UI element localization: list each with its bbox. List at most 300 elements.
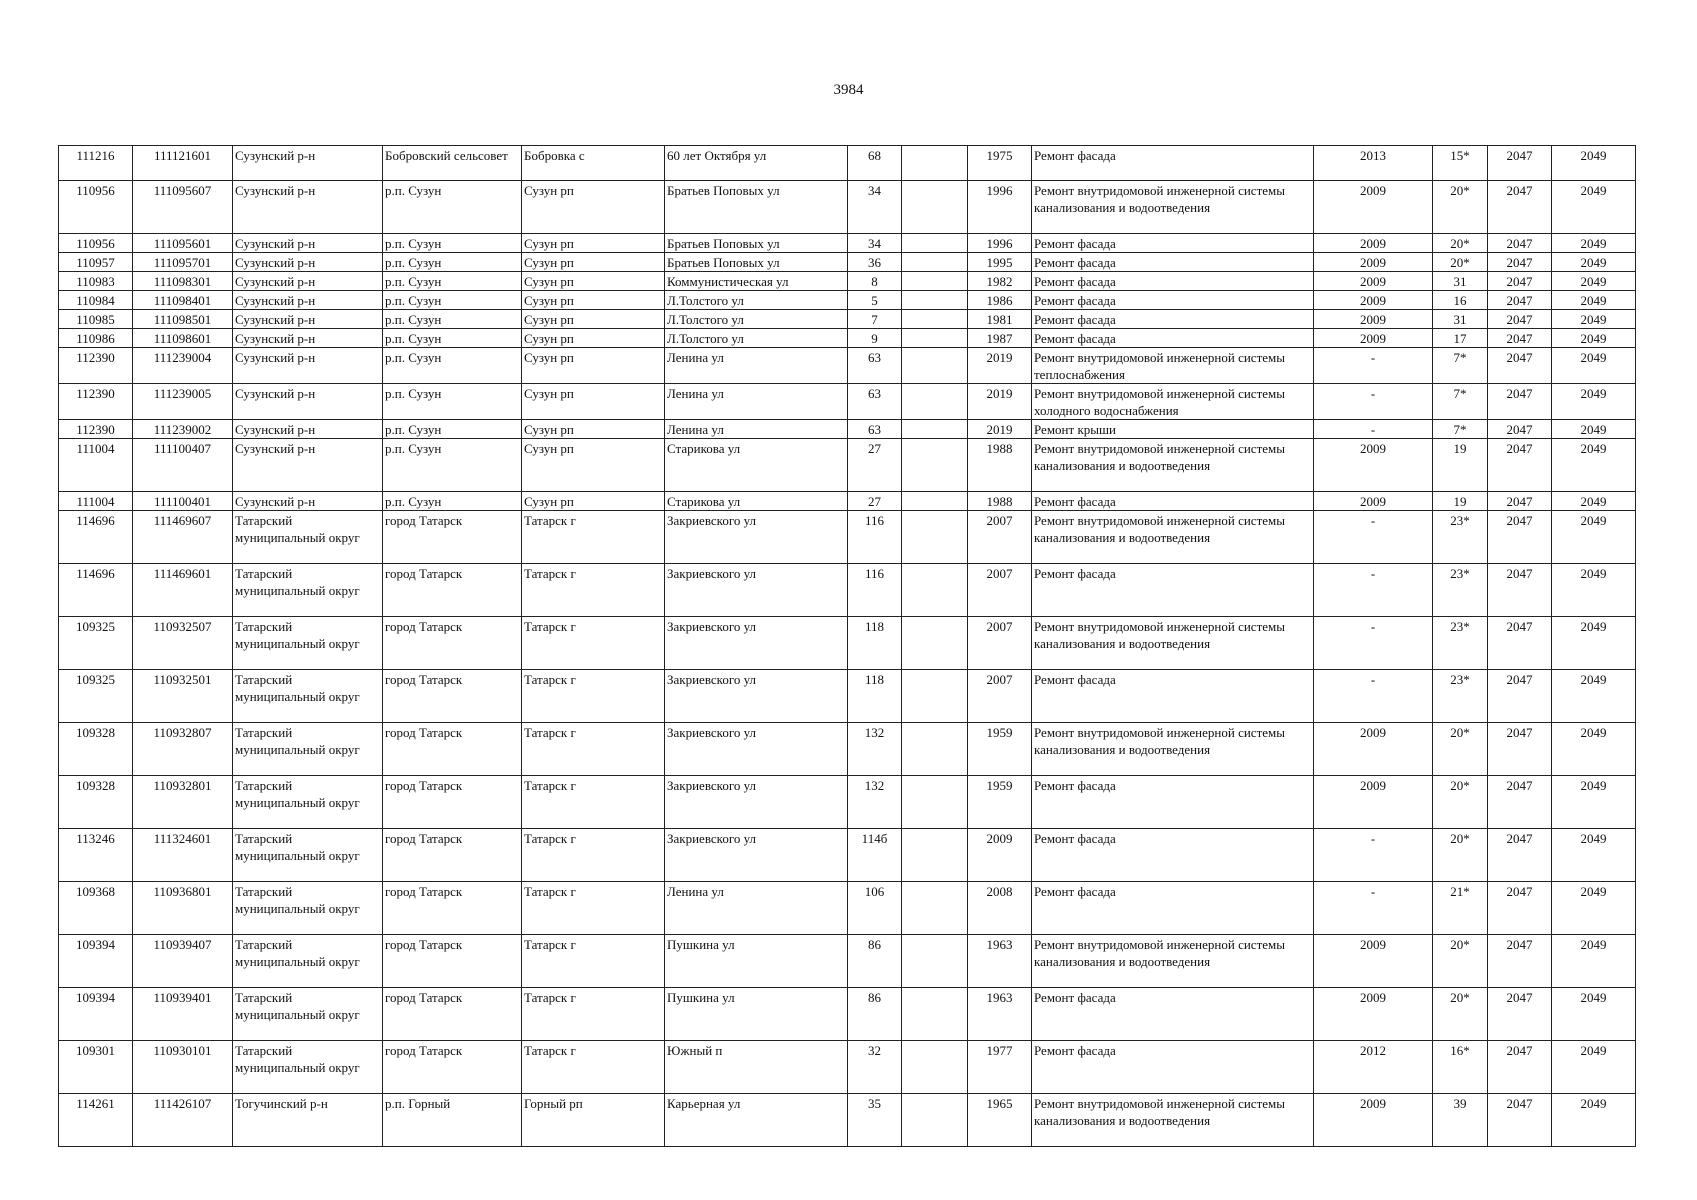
table-row — [59, 420, 1636, 439]
cell-built-year: 2007 — [968, 511, 1032, 564]
cell-code: 111100401 — [133, 492, 233, 511]
cell-built-year: 2008 — [968, 882, 1032, 935]
cell-building — [902, 1041, 968, 1094]
cell-settlement-council: Бобровский сельсовет — [383, 146, 522, 181]
cell-house-number: 118 — [848, 617, 902, 670]
cell-last-repair-year: 2012 — [1314, 1041, 1433, 1094]
cell-code: 111098501 — [133, 310, 233, 329]
table-row — [59, 272, 1636, 291]
table-row — [59, 329, 1636, 348]
cell-building — [902, 829, 968, 882]
table-row — [59, 253, 1636, 272]
cell-last-repair-year: 2009 — [1314, 935, 1433, 988]
cell-locality: Татарск г — [522, 829, 665, 882]
table-row — [59, 1094, 1636, 1147]
cell-plan-start-year: 2047 — [1488, 935, 1552, 988]
cell-work-type: Ремонт фасада — [1032, 329, 1314, 348]
cell-wear-percent: 20* — [1433, 829, 1488, 882]
cell-locality: Сузун рп — [522, 291, 665, 310]
cell-plan-end-year: 2049 — [1552, 988, 1636, 1041]
cell-settlement-council: город Татарск — [383, 564, 522, 617]
cell-plan-end-year: 2049 — [1552, 234, 1636, 253]
cell-id: 109328 — [59, 723, 133, 776]
cell-built-year: 2007 — [968, 670, 1032, 723]
cell-plan-start-year: 2047 — [1488, 882, 1552, 935]
table-row — [59, 348, 1636, 384]
cell-code: 110939407 — [133, 935, 233, 988]
cell-id: 114261 — [59, 1094, 133, 1147]
cell-building — [902, 348, 968, 384]
cell-built-year: 2019 — [968, 420, 1032, 439]
cell-plan-end-year: 2049 — [1552, 1041, 1636, 1094]
cell-locality: Сузун рп — [522, 234, 665, 253]
cell-locality: Татарск г — [522, 935, 665, 988]
cell-wear-percent: 16* — [1433, 1041, 1488, 1094]
cell-building — [902, 181, 968, 234]
cell-house-number: 106 — [848, 882, 902, 935]
cell-wear-percent: 23* — [1433, 617, 1488, 670]
cell-locality: Татарск г — [522, 776, 665, 829]
cell-code: 111098601 — [133, 329, 233, 348]
cell-street: Братьев Поповых ул — [665, 234, 848, 253]
cell-code: 111426107 — [133, 1094, 233, 1147]
cell-locality: Сузун рп — [522, 310, 665, 329]
table-row — [59, 670, 1636, 723]
cell-settlement-council: город Татарск — [383, 617, 522, 670]
cell-plan-end-year: 2049 — [1552, 723, 1636, 776]
cell-settlement-council: город Татарск — [383, 935, 522, 988]
cell-plan-start-year: 2047 — [1488, 272, 1552, 291]
cell-settlement-council: город Татарск — [383, 988, 522, 1041]
cell-code: 110930101 — [133, 1041, 233, 1094]
table-row — [59, 829, 1636, 882]
table-row — [59, 935, 1636, 988]
cell-plan-end-year: 2049 — [1552, 291, 1636, 310]
cell-house-number: 36 — [848, 253, 902, 272]
cell-street: Старикова ул — [665, 492, 848, 511]
cell-code: 111095601 — [133, 234, 233, 253]
cell-wear-percent: 20* — [1433, 935, 1488, 988]
cell-settlement-council: р.п. Сузун — [383, 234, 522, 253]
cell-id: 109394 — [59, 988, 133, 1041]
cell-id: 113246 — [59, 829, 133, 882]
cell-district: Сузунский р-н — [233, 492, 383, 511]
cell-settlement-council: р.п. Сузун — [383, 420, 522, 439]
cell-plan-start-year: 2047 — [1488, 384, 1552, 420]
cell-building — [902, 935, 968, 988]
cell-locality: Татарск г — [522, 564, 665, 617]
cell-building — [902, 564, 968, 617]
cell-house-number: 8 — [848, 272, 902, 291]
cell-building — [902, 420, 968, 439]
cell-plan-start-year: 2047 — [1488, 511, 1552, 564]
cell-id: 109325 — [59, 617, 133, 670]
cell-locality: Горный рп — [522, 1094, 665, 1147]
cell-locality: Сузун рп — [522, 439, 665, 492]
cell-locality: Сузун рп — [522, 420, 665, 439]
cell-locality: Сузун рп — [522, 272, 665, 291]
cell-settlement-council: р.п. Горный — [383, 1094, 522, 1147]
cell-settlement-council: р.п. Сузун — [383, 384, 522, 420]
cell-work-type: Ремонт внутридомовой инженерной системы канализования и водоотведения — [1032, 723, 1314, 776]
cell-id: 114696 — [59, 564, 133, 617]
table-row — [59, 291, 1636, 310]
cell-wear-percent: 39 — [1433, 1094, 1488, 1147]
cell-plan-start-year: 2047 — [1488, 670, 1552, 723]
cell-street: Л.Толстого ул — [665, 310, 848, 329]
cell-plan-start-year: 2047 — [1488, 1041, 1552, 1094]
cell-plan-end-year: 2049 — [1552, 439, 1636, 492]
cell-settlement-council: р.п. Сузун — [383, 439, 522, 492]
cell-code: 110932501 — [133, 670, 233, 723]
cell-wear-percent: 23* — [1433, 670, 1488, 723]
cell-work-type: Ремонт внутридомовой инженерной системы теплоснабжения — [1032, 348, 1314, 384]
cell-plan-end-year: 2049 — [1552, 617, 1636, 670]
cell-code: 111324601 — [133, 829, 233, 882]
cell-last-repair-year: 2009 — [1314, 329, 1433, 348]
cell-wear-percent: 17 — [1433, 329, 1488, 348]
cell-street: Закриевского ул — [665, 617, 848, 670]
cell-wear-percent: 15* — [1433, 146, 1488, 181]
cell-building — [902, 439, 968, 492]
cell-locality: Татарск г — [522, 1041, 665, 1094]
cell-last-repair-year: 2009 — [1314, 988, 1433, 1041]
cell-last-repair-year: 2009 — [1314, 776, 1433, 829]
cell-plan-start-year: 2047 — [1488, 617, 1552, 670]
cell-house-number: 35 — [848, 1094, 902, 1147]
cell-building — [902, 291, 968, 310]
cell-code: 111095607 — [133, 181, 233, 234]
table-row — [59, 181, 1636, 234]
cell-district: Сузунский р-н — [233, 439, 383, 492]
cell-district: Сузунский р-н — [233, 420, 383, 439]
cell-plan-start-year: 2047 — [1488, 776, 1552, 829]
cell-last-repair-year: 2009 — [1314, 234, 1433, 253]
cell-settlement-council: р.п. Сузун — [383, 492, 522, 511]
cell-locality: Сузун рп — [522, 384, 665, 420]
cell-work-type: Ремонт фасада — [1032, 146, 1314, 181]
cell-plan-end-year: 2049 — [1552, 776, 1636, 829]
cell-building — [902, 272, 968, 291]
cell-district: Сузунский р-н — [233, 253, 383, 272]
cell-wear-percent: 19 — [1433, 492, 1488, 511]
cell-house-number: 132 — [848, 723, 902, 776]
cell-code: 111095701 — [133, 253, 233, 272]
cell-locality: Сузун рп — [522, 253, 665, 272]
cell-district: Сузунский р-н — [233, 272, 383, 291]
cell-house-number: 132 — [848, 776, 902, 829]
cell-building — [902, 234, 968, 253]
cell-street: Л.Толстого ул — [665, 291, 848, 310]
cell-id: 110985 — [59, 310, 133, 329]
cell-wear-percent: 7* — [1433, 384, 1488, 420]
cell-plan-start-year: 2047 — [1488, 420, 1552, 439]
cell-last-repair-year: - — [1314, 670, 1433, 723]
cell-code: 111469607 — [133, 511, 233, 564]
cell-built-year: 1988 — [968, 439, 1032, 492]
cell-building — [902, 882, 968, 935]
cell-wear-percent: 20* — [1433, 234, 1488, 253]
cell-street: Братьев Поповых ул — [665, 253, 848, 272]
table-row — [59, 723, 1636, 776]
cell-street: Ленина ул — [665, 348, 848, 384]
cell-plan-end-year: 2049 — [1552, 492, 1636, 511]
cell-house-number: 27 — [848, 439, 902, 492]
cell-district: Сузунский р-н — [233, 291, 383, 310]
cell-street: Пушкина ул — [665, 988, 848, 1041]
table-row — [59, 564, 1636, 617]
cell-work-type: Ремонт фасада — [1032, 492, 1314, 511]
cell-building — [902, 617, 968, 670]
cell-built-year: 1975 — [968, 146, 1032, 181]
cell-building — [902, 988, 968, 1041]
cell-plan-end-year: 2049 — [1552, 564, 1636, 617]
table-row — [59, 234, 1636, 253]
cell-street: Закриевского ул — [665, 723, 848, 776]
cell-work-type: Ремонт внутридомовой инженерной системы канализования и водоотведения — [1032, 617, 1314, 670]
cell-plan-start-year: 2047 — [1488, 181, 1552, 234]
cell-street: Закриевского ул — [665, 564, 848, 617]
cell-district: Сузунский р-н — [233, 329, 383, 348]
cell-street: Закриевского ул — [665, 670, 848, 723]
cell-plan-end-year: 2049 — [1552, 272, 1636, 291]
cell-work-type: Ремонт фасада — [1032, 1041, 1314, 1094]
cell-id: 111216 — [59, 146, 133, 181]
cell-street: Карьерная ул — [665, 1094, 848, 1147]
cell-street: Закриевского ул — [665, 776, 848, 829]
cell-plan-start-year: 2047 — [1488, 829, 1552, 882]
cell-house-number: 118 — [848, 670, 902, 723]
cell-wear-percent: 20* — [1433, 988, 1488, 1041]
page-number: 3984 — [833, 82, 864, 98]
cell-work-type: Ремонт фасада — [1032, 988, 1314, 1041]
cell-building — [902, 511, 968, 564]
cell-id: 110956 — [59, 181, 133, 234]
cell-house-number: 27 — [848, 492, 902, 511]
cell-wear-percent: 20* — [1433, 253, 1488, 272]
cell-plan-end-year: 2049 — [1552, 829, 1636, 882]
cell-plan-end-year: 2049 — [1552, 329, 1636, 348]
cell-district: Татарский муниципальный округ — [233, 1041, 383, 1094]
cell-building — [902, 329, 968, 348]
cell-plan-start-year: 2047 — [1488, 329, 1552, 348]
cell-work-type: Ремонт внутридомовой инженерной системы канализования и водоотведения — [1032, 511, 1314, 564]
cell-district: Сузунский р-н — [233, 146, 383, 181]
cell-street: Братьев Поповых ул — [665, 181, 848, 234]
cell-district: Татарский муниципальный округ — [233, 617, 383, 670]
cell-plan-start-year: 2047 — [1488, 988, 1552, 1041]
cell-settlement-council: город Татарск — [383, 1041, 522, 1094]
cell-street: Ленина ул — [665, 384, 848, 420]
cell-code: 111098401 — [133, 291, 233, 310]
cell-street: Пушкина ул — [665, 935, 848, 988]
cell-last-repair-year: 2009 — [1314, 291, 1433, 310]
cell-street: 60 лет Октября ул — [665, 146, 848, 181]
cell-locality: Татарск г — [522, 617, 665, 670]
cell-id: 109368 — [59, 882, 133, 935]
cell-wear-percent: 21* — [1433, 882, 1488, 935]
cell-locality: Сузун рп — [522, 181, 665, 234]
cell-code: 111239005 — [133, 384, 233, 420]
cell-last-repair-year: - — [1314, 564, 1433, 617]
cell-settlement-council: город Татарск — [383, 882, 522, 935]
table-row — [59, 988, 1636, 1041]
cell-id: 110984 — [59, 291, 133, 310]
cell-plan-end-year: 2049 — [1552, 935, 1636, 988]
cell-last-repair-year: - — [1314, 829, 1433, 882]
cell-house-number: 63 — [848, 384, 902, 420]
table-row — [59, 1041, 1636, 1094]
table-row — [59, 310, 1636, 329]
cell-id: 112390 — [59, 348, 133, 384]
cell-settlement-council: город Татарск — [383, 829, 522, 882]
cell-settlement-council: город Татарск — [383, 776, 522, 829]
cell-work-type: Ремонт внутридомовой инженерной системы канализования и водоотведения — [1032, 1094, 1314, 1147]
cell-street: Ленина ул — [665, 420, 848, 439]
cell-locality: Сузун рп — [522, 348, 665, 384]
cell-work-type: Ремонт фасада — [1032, 234, 1314, 253]
cell-wear-percent: 16 — [1433, 291, 1488, 310]
cell-plan-end-year: 2049 — [1552, 882, 1636, 935]
cell-code: 110932801 — [133, 776, 233, 829]
cell-last-repair-year: 2013 — [1314, 146, 1433, 181]
cell-last-repair-year: - — [1314, 384, 1433, 420]
cell-building — [902, 384, 968, 420]
cell-id: 110986 — [59, 329, 133, 348]
cell-code: 110939401 — [133, 988, 233, 1041]
cell-street: Южный п — [665, 1041, 848, 1094]
cell-id: 110957 — [59, 253, 133, 272]
cell-locality: Татарск г — [522, 988, 665, 1041]
cell-settlement-council: р.п. Сузун — [383, 329, 522, 348]
cell-work-type: Ремонт фасада — [1032, 291, 1314, 310]
cell-built-year: 1995 — [968, 253, 1032, 272]
cell-district: Сузунский р-н — [233, 234, 383, 253]
cell-plan-end-year: 2049 — [1552, 511, 1636, 564]
cell-house-number: 9 — [848, 329, 902, 348]
cell-house-number: 63 — [848, 420, 902, 439]
cell-house-number: 86 — [848, 935, 902, 988]
cell-district: Сузунский р-н — [233, 310, 383, 329]
cell-house-number: 7 — [848, 310, 902, 329]
cell-built-year: 1996 — [968, 181, 1032, 234]
cell-settlement-council: р.п. Сузун — [383, 181, 522, 234]
cell-plan-start-year: 2047 — [1488, 253, 1552, 272]
cell-house-number: 116 — [848, 511, 902, 564]
cell-plan-end-year: 2049 — [1552, 384, 1636, 420]
cell-district: Сузунский р-н — [233, 181, 383, 234]
cell-house-number: 32 — [848, 1041, 902, 1094]
cell-district: Татарский муниципальный округ — [233, 511, 383, 564]
cell-code: 110932507 — [133, 617, 233, 670]
cell-locality: Татарск г — [522, 511, 665, 564]
cell-street: Ленина ул — [665, 882, 848, 935]
cell-district: Татарский муниципальный округ — [233, 723, 383, 776]
table-row — [59, 492, 1636, 511]
cell-settlement-council: город Татарск — [383, 723, 522, 776]
cell-last-repair-year: 2009 — [1314, 1094, 1433, 1147]
cell-settlement-council: город Татарск — [383, 511, 522, 564]
cell-building — [902, 146, 968, 181]
cell-district: Татарский муниципальный округ — [233, 564, 383, 617]
cell-plan-start-year: 2047 — [1488, 291, 1552, 310]
cell-last-repair-year: 2009 — [1314, 492, 1433, 511]
cell-street: Закриевского ул — [665, 829, 848, 882]
table-row — [59, 384, 1636, 420]
cell-code: 110932807 — [133, 723, 233, 776]
cell-last-repair-year: - — [1314, 617, 1433, 670]
cell-built-year: 1988 — [968, 492, 1032, 511]
cell-locality: Татарск г — [522, 882, 665, 935]
cell-wear-percent: 31 — [1433, 272, 1488, 291]
cell-last-repair-year: 2009 — [1314, 723, 1433, 776]
cell-settlement-council: р.п. Сузун — [383, 253, 522, 272]
cell-street: Старикова ул — [665, 439, 848, 492]
cell-settlement-council: город Татарск — [383, 670, 522, 723]
cell-id: 109301 — [59, 1041, 133, 1094]
cell-built-year: 2009 — [968, 829, 1032, 882]
cell-district: Татарский муниципальный округ — [233, 935, 383, 988]
table-body — [59, 146, 1636, 1147]
cell-work-type: Ремонт внутридомовой инженерной системы канализования и водоотведения — [1032, 935, 1314, 988]
cell-work-type: Ремонт фасада — [1032, 272, 1314, 291]
cell-wear-percent: 20* — [1433, 776, 1488, 829]
cell-id: 111004 — [59, 439, 133, 492]
cell-code: 111239002 — [133, 420, 233, 439]
cell-house-number: 116 — [848, 564, 902, 617]
cell-wear-percent: 19 — [1433, 439, 1488, 492]
cell-district: Татарский муниципальный округ — [233, 829, 383, 882]
cell-plan-end-year: 2049 — [1552, 420, 1636, 439]
cell-last-repair-year: 2009 — [1314, 253, 1433, 272]
cell-district: Татарский муниципальный округ — [233, 776, 383, 829]
cell-house-number: 5 — [848, 291, 902, 310]
cell-plan-end-year: 2049 — [1552, 310, 1636, 329]
cell-building — [902, 1094, 968, 1147]
cell-built-year: 1963 — [968, 988, 1032, 1041]
cell-building — [902, 253, 968, 272]
cell-built-year: 1982 — [968, 272, 1032, 291]
cell-locality: Татарск г — [522, 723, 665, 776]
cell-settlement-council: р.п. Сузун — [383, 348, 522, 384]
table-row — [59, 617, 1636, 670]
cell-work-type: Ремонт внутридомовой инженерной системы канализования и водоотведения — [1032, 439, 1314, 492]
cell-locality: Татарск г — [522, 670, 665, 723]
cell-district: Сузунский р-н — [233, 384, 383, 420]
cell-built-year: 2007 — [968, 617, 1032, 670]
cell-work-type: Ремонт фасада — [1032, 564, 1314, 617]
cell-code: 111098301 — [133, 272, 233, 291]
cell-wear-percent: 31 — [1433, 310, 1488, 329]
cell-house-number: 68 — [848, 146, 902, 181]
cell-built-year: 1981 — [968, 310, 1032, 329]
cell-plan-end-year: 2049 — [1552, 146, 1636, 181]
cell-wear-percent: 23* — [1433, 564, 1488, 617]
cell-street: Коммунистическая ул — [665, 272, 848, 291]
cell-plan-start-year: 2047 — [1488, 564, 1552, 617]
cell-code: 111239004 — [133, 348, 233, 384]
cell-district: Татарский муниципальный округ — [233, 882, 383, 935]
cell-house-number: 86 — [848, 988, 902, 1041]
cell-work-type: Ремонт фасада — [1032, 670, 1314, 723]
cell-settlement-council: р.п. Сузун — [383, 291, 522, 310]
cell-code: 111100407 — [133, 439, 233, 492]
cell-last-repair-year: - — [1314, 420, 1433, 439]
cell-plan-start-year: 2047 — [1488, 492, 1552, 511]
cell-plan-end-year: 2049 — [1552, 1094, 1636, 1147]
cell-plan-end-year: 2049 — [1552, 181, 1636, 234]
cell-last-repair-year: 2009 — [1314, 310, 1433, 329]
